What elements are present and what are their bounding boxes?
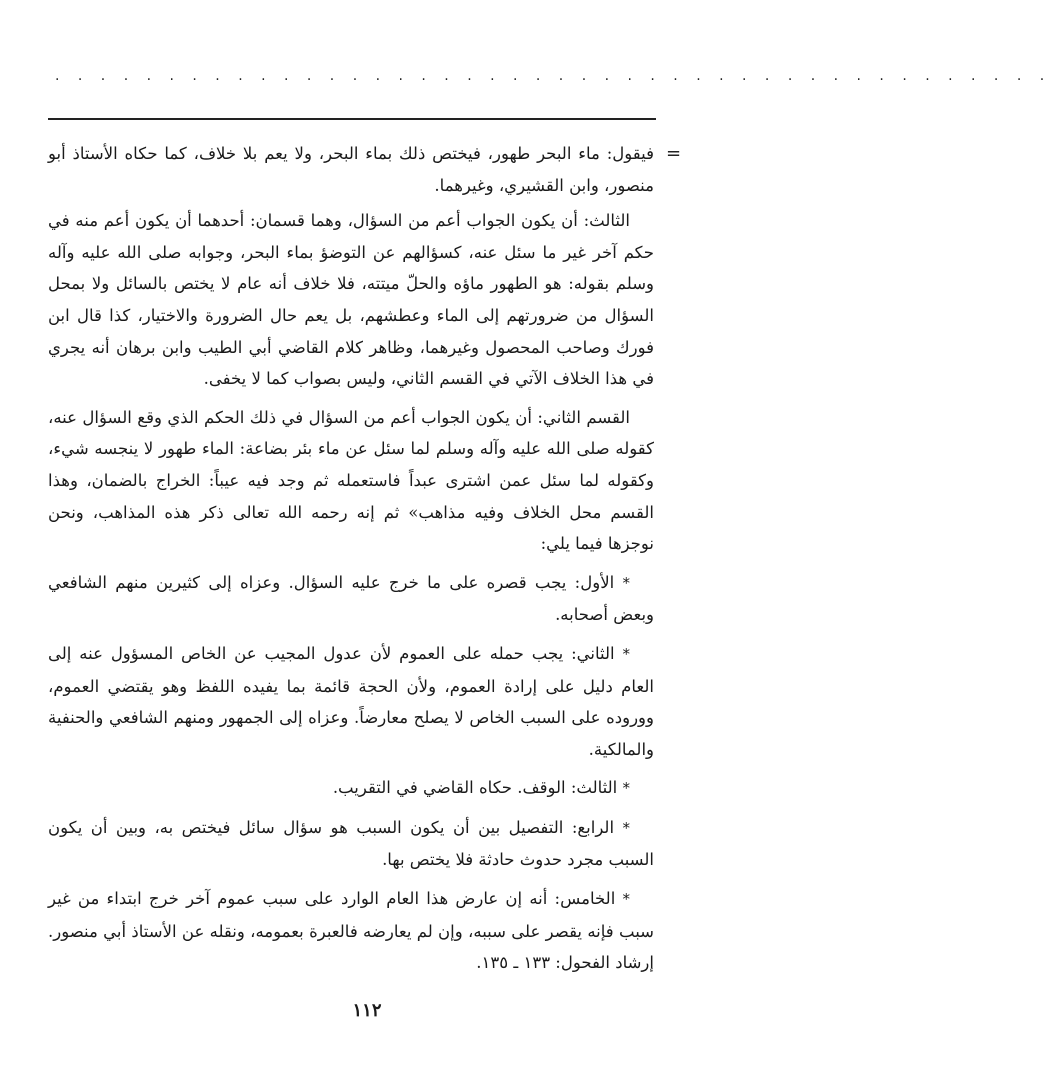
paragraph-second-section — [48, 402, 654, 560]
paragraph-third-case — [48, 205, 654, 395]
list-item-fifth-view — [48, 883, 654, 979]
paragraph-text: الثاني: يجب حمله على العموم لأن عدول المجيب عن الخاص المسؤول عنه إلى العام دليل على إرادة العموم، ولأن الحجة قائمة بما يفيده اللفظ وهو يقتضي العموم، ووروده على السبب الخاص لا يصلح معارضاً. وعزاه إلى الجمهور ومنهم الشافعي والحنفية والمالكية. — [48, 643, 654, 759]
list-item-second-view — [48, 638, 654, 765]
asterisk-bullet: * — [622, 779, 630, 798]
continuation-marker: = — [666, 143, 682, 164]
list-item-first-view — [48, 567, 654, 631]
footnote-body — [48, 138, 654, 986]
list-item-third-view — [48, 772, 654, 805]
asterisk-bullet: * — [622, 573, 630, 592]
asterisk-bullet: * — [622, 890, 631, 909]
paragraph-text: القسم الثاني: أن يكون الجواب أعم من السؤال في ذلك الحكم الذي وقع السؤال عنه، كقوله صلى الله عليه وآله وسلم لما سئل عن ماء بئر بضاعة: الماء طهور لا ينجسه شيء، وكقوله لما سئل عمن اشترى عبداً فاستعمله ثم وجد فيه عيباً: الخراج بالضمان، وهذا القسم محل الخلاف وفيه مذاهب» ثم إنه رحمه الله تعالى ذكر هذه المذاهب، ونحن نوجزها فيما يلي: — [48, 407, 654, 554]
paragraph-continuation — [48, 138, 654, 201]
paragraph-text: الثالث: الوقف. حكاه القاضي في التقريب. — [332, 778, 618, 798]
list-item-fourth-view — [48, 812, 654, 876]
paragraph-text: الخامس: أنه إن عارض هذا العام الوارد على سبب عموم آخر خرج ابتداء من غير سبب فإنه يقصر على سببه، وإن لم يعارضه فالعبرة بعمومه، ونقله عن الأستاذ أبي منصور. إرشاد الفحول: ١٣٣ ـ ١٣٥. — [48, 889, 654, 973]
paragraph-text: الأول: يجب قصره على ما خرج عليه السؤال. وعزاه إلى كثيرين منهم الشافعي وبعض أصحابه. — [48, 572, 654, 625]
paragraph-text: فيقول: ماء البحر طهور، فيختص ذلك بماء البحر، ولا يعم بلا خلاف، كما حكاه الأستاذ أبو منصور، وابن القشيري، وغيرهما. — [48, 144, 654, 195]
asterisk-bullet: * — [622, 818, 630, 837]
header-dot-line: . . . . . . . . . . . . . . . . . . . . . . . . . . . . . . . . . . . . . . . . . . . . — [55, 68, 1051, 84]
asterisk-bullet: * — [622, 644, 630, 663]
paragraph-text: الرابع: التفصيل بين أن يكون السبب هو سؤال سائل فيختص به، وبين أن يكون السبب مجرد حدوث حادثة فلا يختص بها. — [48, 817, 654, 870]
page-number: ١١٢ — [352, 1000, 382, 1021]
header-rule — [48, 118, 656, 120]
paragraph-text: الثالث: أن يكون الجواب أعم من السؤال، وهما قسمان: أحدهما أن يكون أعم منه في حكم آخر غير ما سئل عنه، كسؤالهم عن التوضؤ بماء البحر، وجوابه صلى الله عليه وآله وسلم بقوله: هو الطهور ماؤه والحلّ ميتته، فلا خلاف أنه عام لا يختص بالسائل ولا بمحل السؤال من ضرورتهم إلى الماء وعطشهم، بل يعم حال الضرورة والاختيار، كذا قال ابن فورك وصاحب المحصول وغيرهما، وظاهر كلام القاضي أبي الطيب وابن برهان أنه يجري في هذا الخلاف الآتي في القسم الثاني، وليس بصواب كما لا يخفى. — [48, 211, 654, 389]
